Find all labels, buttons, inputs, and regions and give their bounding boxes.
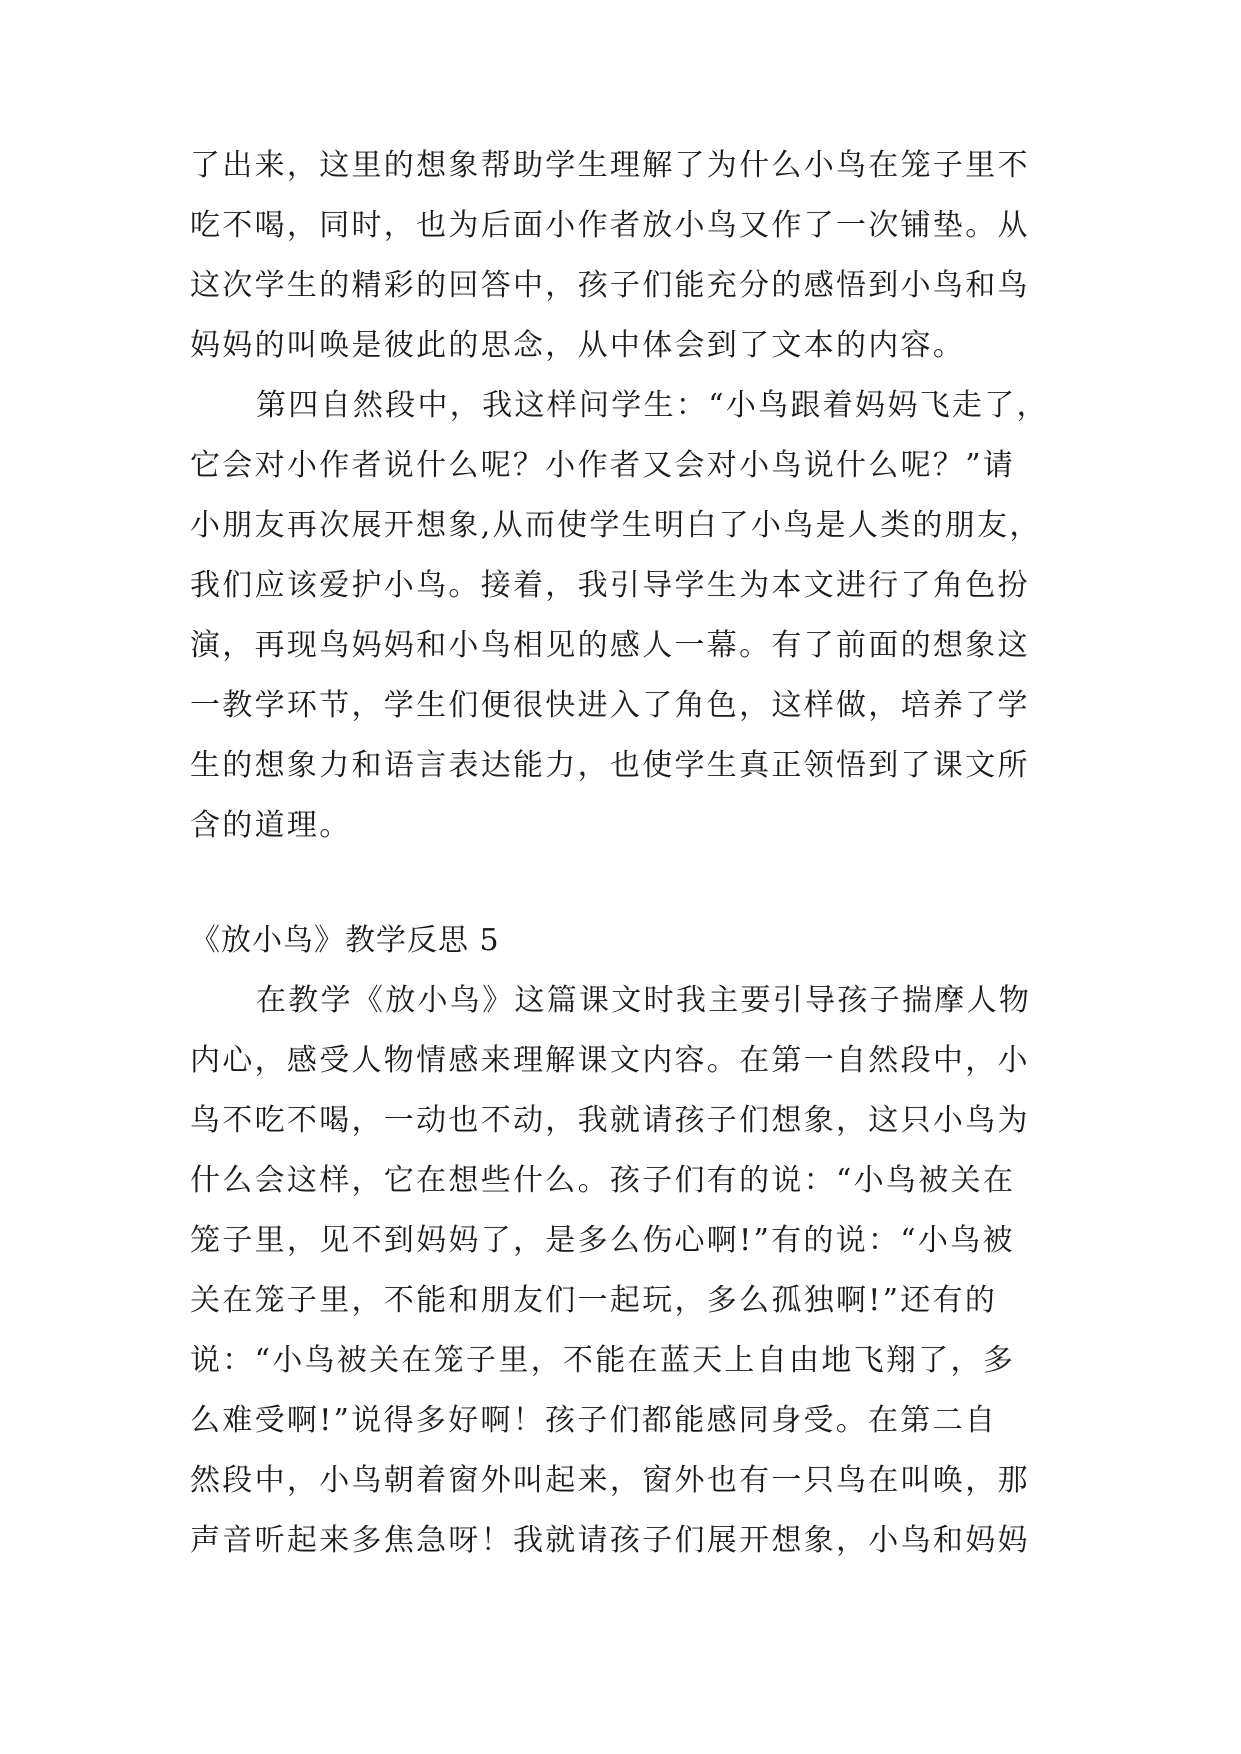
paragraph-2-line-1: 第四自然段中，我这样问学生：“小鸟跟着妈妈飞走了， [256,388,1049,423]
paragraph-3-line-8: 么难受啊!”说得多好啊！孩子们都能感同身受。在第二自 [190,1403,998,1438]
paragraph-3-line-1: 在教学《放小鸟》这篇课文时我主要引导孩子揣摩人物 [256,983,1032,1018]
paragraph-2-line-8: 含的道理。 [190,808,352,843]
paragraph-3-line-10: 声音听起来多焦急呀！我就请孩子们展开想象，小鸟和妈妈 [190,1523,1030,1558]
section-heading: 《放小鸟》教学反思 5 [190,923,500,958]
paragraph-2-line-6: 一教学环节，学生们便很快进入了角色，这样做，培养了学 [190,688,1030,723]
paragraph-3-line-3: 鸟不吃不喝，一动也不动，我就请孩子们想象，这只小鸟为 [190,1103,1030,1138]
paragraph-2-line-7: 生的想象力和语言表达能力，也使学生真正领悟到了课文所 [190,748,1030,783]
paragraph-3-line-2: 内心，感受人物情感来理解课文内容。在第一自然段中，小 [190,1043,1030,1078]
paragraph-3-line-9: 然段中，小鸟朝着窗外叫起来，窗外也有一只鸟在叫唤，那 [190,1463,1030,1498]
paragraph-2-line-3: 小朋友再次展开想象,从而使学生明白了小鸟是人类的朋友， [190,508,1042,543]
paragraph-2-line-2: 它会对小作者说什么呢？小作者又会对小鸟说什么呢？”请 [190,448,1016,483]
paragraph-1-line-4: 妈妈的叫唤是彼此的思念，从中体会到了文本的内容。 [190,328,966,363]
paragraph-3-line-7: 说：“小鸟被关在笼子里，不能在蓝天上自由地飞翔了，多 [190,1343,1016,1378]
paragraph-3-line-6: 关在笼子里，不能和朋友们一起玩，多么孤独啊!”还有的 [190,1283,998,1318]
paragraph-3-line-4: 什么会这样，它在想些什么。孩子们有的说：“小鸟被关在 [190,1163,1016,1198]
paragraph-1-line-1: 了出来，这里的想象帮助学生理解了为什么小鸟在笼子里不 [190,148,1030,183]
paragraph-2-line-5: 演，再现鸟妈妈和小鸟相见的感人一幕。有了前面的想象这 [190,628,1030,663]
paragraph-2-line-4: 我们应该爱护小鸟。接着，我引导学生为本文进行了角色扮 [190,568,1030,603]
paragraph-1-line-3: 这次学生的精彩的回答中，孩子们能充分的感悟到小鸟和鸟 [190,268,1030,303]
paragraph-3-line-5: 笼子里，见不到妈妈了，是多么伤心啊!”有的说：“小鸟被 [190,1223,1015,1258]
paragraph-1-line-2: 吃不喝，同时，也为后面小作者放小鸟又作了一次铺垫。从 [190,208,1030,243]
